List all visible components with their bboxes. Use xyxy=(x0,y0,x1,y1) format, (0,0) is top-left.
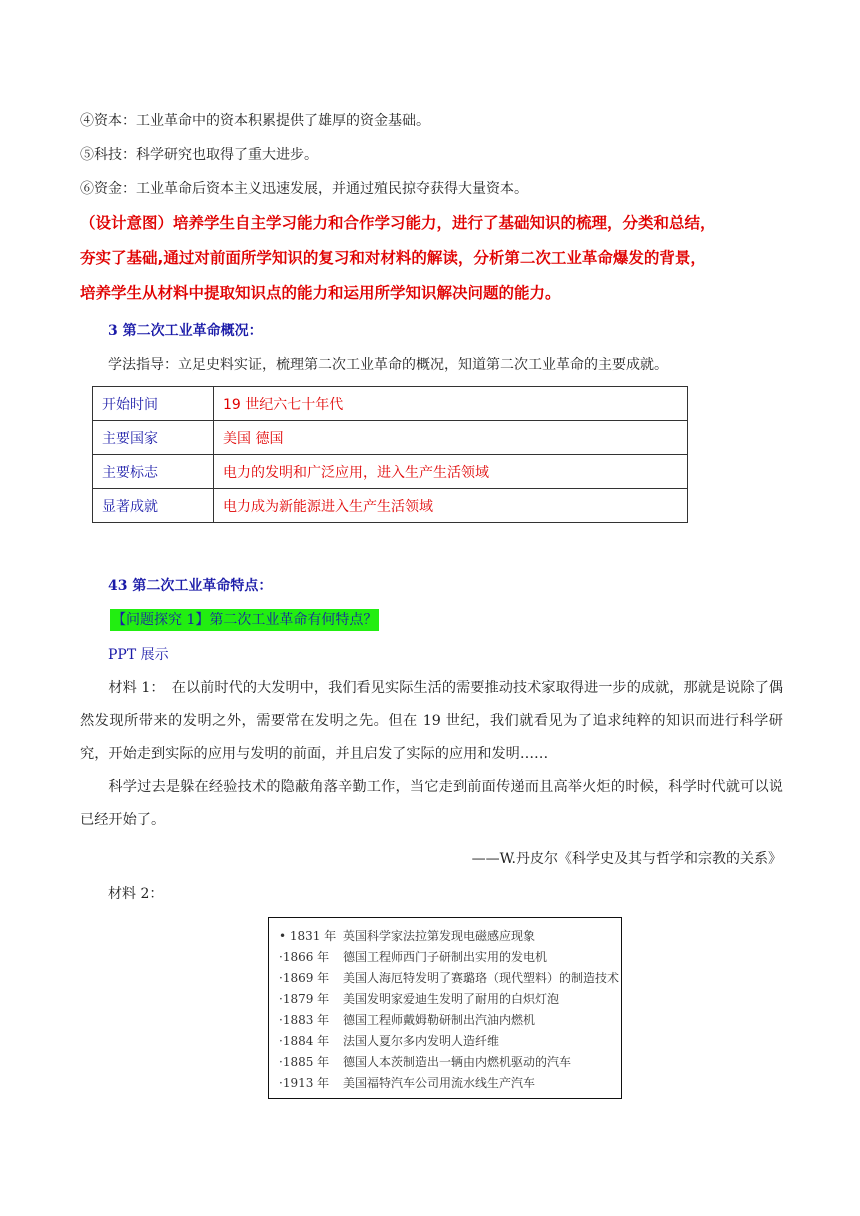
timeline-event: 英国科学家法拉第发现电磁感应现象 xyxy=(343,929,536,943)
table-key: 主要标志 xyxy=(93,455,214,489)
table-value: 电力成为新能源进入生产生活领域 xyxy=(214,489,688,523)
material-2-label: 材料 2： xyxy=(108,886,164,902)
timeline-event: 德国人本茨制造出一辆由内燃机驱动的汽车 xyxy=(343,1055,572,1069)
timeline-row xyxy=(279,1074,535,1091)
timeline-year: ·1913 年 xyxy=(279,1076,330,1090)
timeline-event: 德国工程师西门子研制出实用的发电机 xyxy=(343,950,548,964)
timeline-event: 法国人夏尔多内发明人造纤维 xyxy=(343,1034,500,1048)
section-4-heading: 43 第二次工业革命特点： xyxy=(108,578,273,594)
design-intent xyxy=(80,206,790,311)
timeline-year: ·1869 年 xyxy=(279,971,330,985)
timeline-event: 美国福特汽车公司用流水线生产汽车 xyxy=(343,1076,536,1090)
timeline-row xyxy=(279,990,559,1007)
timeline-year: ·1884 年 xyxy=(279,1034,330,1048)
material-1-paragraph: 材料 1： 在以前时代的大发明中，我们看见实际生活的需要推动技术家取得进一步的成就，那就是说除了偶然发现所带来的发明之外，需要常在发明之先。但在 19 世纪，我们就看见为了追求纯粹的知识而进行科学研究，开始走到实际的应用与发明的前面，并且启发了实际的应用和发明…… xyxy=(80,680,783,762)
timeline-year: ·1885 年 xyxy=(279,1055,330,1069)
timeline-event: 美国人海厄特发明了赛璐珞（现代塑料）的制造技术 xyxy=(343,971,620,985)
design-intent-line: 夯实了基础,通过对前面所学知识的复习和对材料的解读，分析第二次工业革命爆发的背景， xyxy=(80,249,706,267)
table-value: 电力的发明和广泛应用，进入生产生活领域 xyxy=(214,455,688,489)
section-3-heading: 3 第二次工业革命概况： xyxy=(108,323,263,339)
table-row xyxy=(93,387,688,421)
table-key: 主要国家 xyxy=(93,421,214,455)
timeline-year: ·1883 年 xyxy=(279,1013,330,1027)
material-1-source: ——W.丹皮尔《科学史及其与哲学和宗教的关系》 xyxy=(471,851,782,867)
timeline-year: • 1831 年 xyxy=(279,929,337,943)
table-value: 美国 德国 xyxy=(214,421,688,455)
timeline-row xyxy=(279,1032,499,1049)
question-highlight: 【问题探究 1】第二次工业革命有何特点？ xyxy=(110,609,379,631)
table-row xyxy=(93,421,688,455)
timeline-year: ·1879 年 xyxy=(279,992,330,1006)
timeline-row xyxy=(279,927,535,944)
timeline-event: 美国发明家爱迪生发明了耐用的白炽灯泡 xyxy=(343,992,560,1006)
design-intent-line: （设计意图）培养学生自主学习能力和合作学习能力，进行了基础知识的梳理，分类和总结， xyxy=(80,214,716,232)
material-1-paragraph-2: 科学过去是躲在经验技术的隐蔽角落辛勤工作，当它走到前面传递而且高举火炬的时候，科学时代就可以说已经开始了。 xyxy=(80,779,783,828)
text-line-capital: ④资本：工业革命中的资本积累提供了雄厚的资金基础。 xyxy=(80,113,430,129)
ppt-label: PPT 展示 xyxy=(108,647,169,663)
overview-table xyxy=(92,386,688,523)
timeline-image xyxy=(268,917,622,1099)
table-row xyxy=(93,455,688,489)
timeline-row xyxy=(279,948,547,965)
design-intent-line: 培养学生从材料中提取知识点的能力和运用所学知识解决问题的能力。 xyxy=(80,284,561,302)
timeline-row xyxy=(279,969,619,986)
timeline-event: 德国工程师戴姆勒研制出汽油内燃机 xyxy=(343,1013,536,1027)
timeline-year: ·1866 年 xyxy=(279,950,330,964)
table-value: 19 世纪六七十年代 xyxy=(214,387,688,421)
table-row xyxy=(93,489,688,523)
table-key: 显著成就 xyxy=(93,489,214,523)
table-key: 开始时间 xyxy=(93,387,214,421)
text-line-funds: ⑥资金：工业革命后资本主义迅速发展，并通过殖民掠夺获得大量资本。 xyxy=(80,181,528,197)
study-guide: 学法指导：立足史料实证，梳理第二次工业革命的概况，知道第二次工业革命的主要成就。 xyxy=(108,357,668,373)
timeline-row xyxy=(279,1011,535,1028)
timeline-row xyxy=(279,1053,571,1070)
text-line-technology: ⑤科技：科学研究也取得了重大进步。 xyxy=(80,147,318,163)
